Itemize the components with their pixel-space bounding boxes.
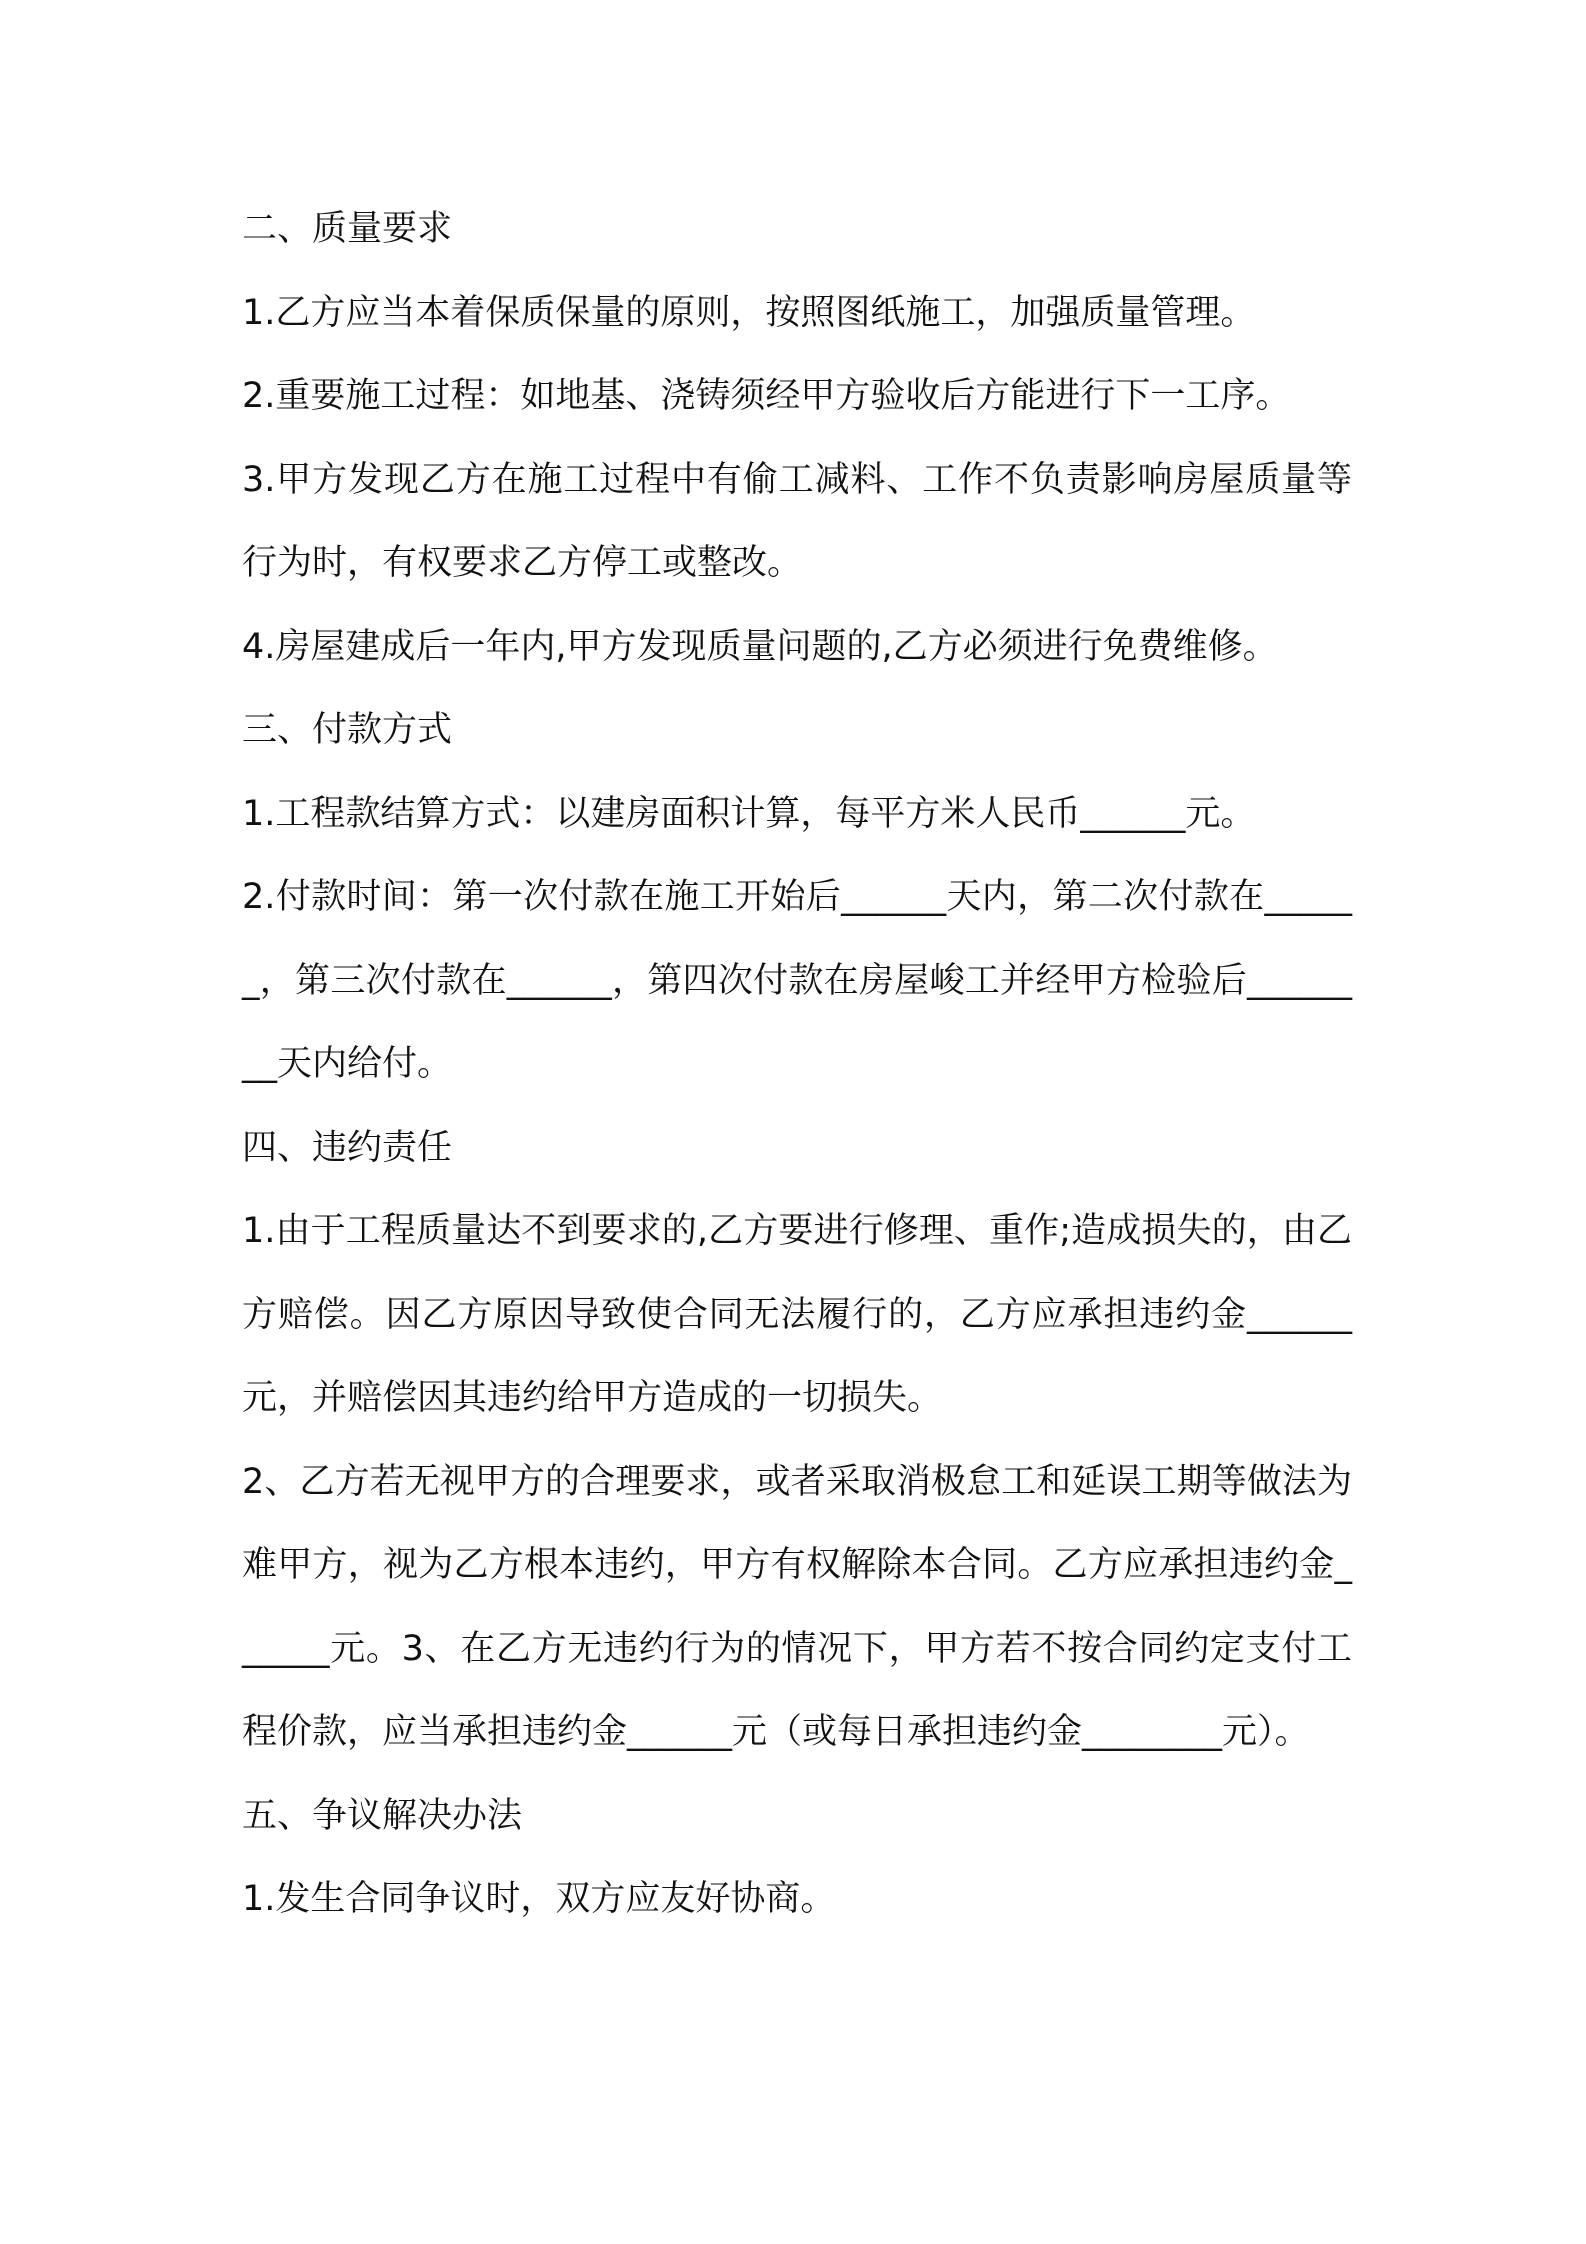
paragraph: 2.付款时间：第一次付款在施工开始后______天内，第二次付款在______，第三次付款在______，第四次付款在房屋峻工并经甲方检验后________天内给付。 [242, 877, 1352, 1084]
paragraph: 3.甲方发现乙方在施工过程中有偷工减料、工作不负责影响房屋质量等行为时，有权要求乙方停工或整改。 [242, 459, 1352, 583]
paragraph: 1.工程款结算方式：以建房面积计算，每平方米人民币______元。 [242, 793, 1256, 834]
paragraph: 1.由于工程质量达不到要求的,乙方要进行修理、重作;造成损失的，由乙方赔偿。因乙方原因导致使合同无法履行的，乙方应承担违约金______元，并赔偿因其违约给甲方造成的一切损失。 [242, 1211, 1352, 1418]
paragraph: 2、乙方若无视甲方的合理要求，或者采取消极怠工和延误工期等做法为难甲方，视为乙方根本违约，甲方有权解除本合同。乙方应承担违约金______元。3、在乙方无违约行为的情况下，甲方若不按合同约定支付工程价款，应当承担违约金______元（或每日承担违约金________元）。 [242, 1461, 1352, 1752]
contract-body [242, 188, 1352, 1942]
section-heading-payment: 三、付款方式 [242, 710, 453, 750]
paragraph: 1.乙方应当本着保质保量的原则，按照图纸施工，加强质量管理。 [242, 292, 1256, 333]
section-heading-quality: 二、质量要求 [242, 209, 453, 249]
paragraph: 2.重要施工过程：如地基、浇铸须经甲方验收后方能进行下一工序。 [242, 376, 1291, 416]
section-heading-dispute: 五、争议解决办法 [242, 1795, 523, 1836]
section-heading-liability: 四、违约责任 [242, 1127, 453, 1168]
paragraph: 4.房屋建成后一年内,甲方发现质量问题的,乙方必须进行免费维修。 [242, 626, 1278, 667]
paragraph: 1.发生合同争议时，双方应友好协商。 [242, 1879, 836, 1919]
